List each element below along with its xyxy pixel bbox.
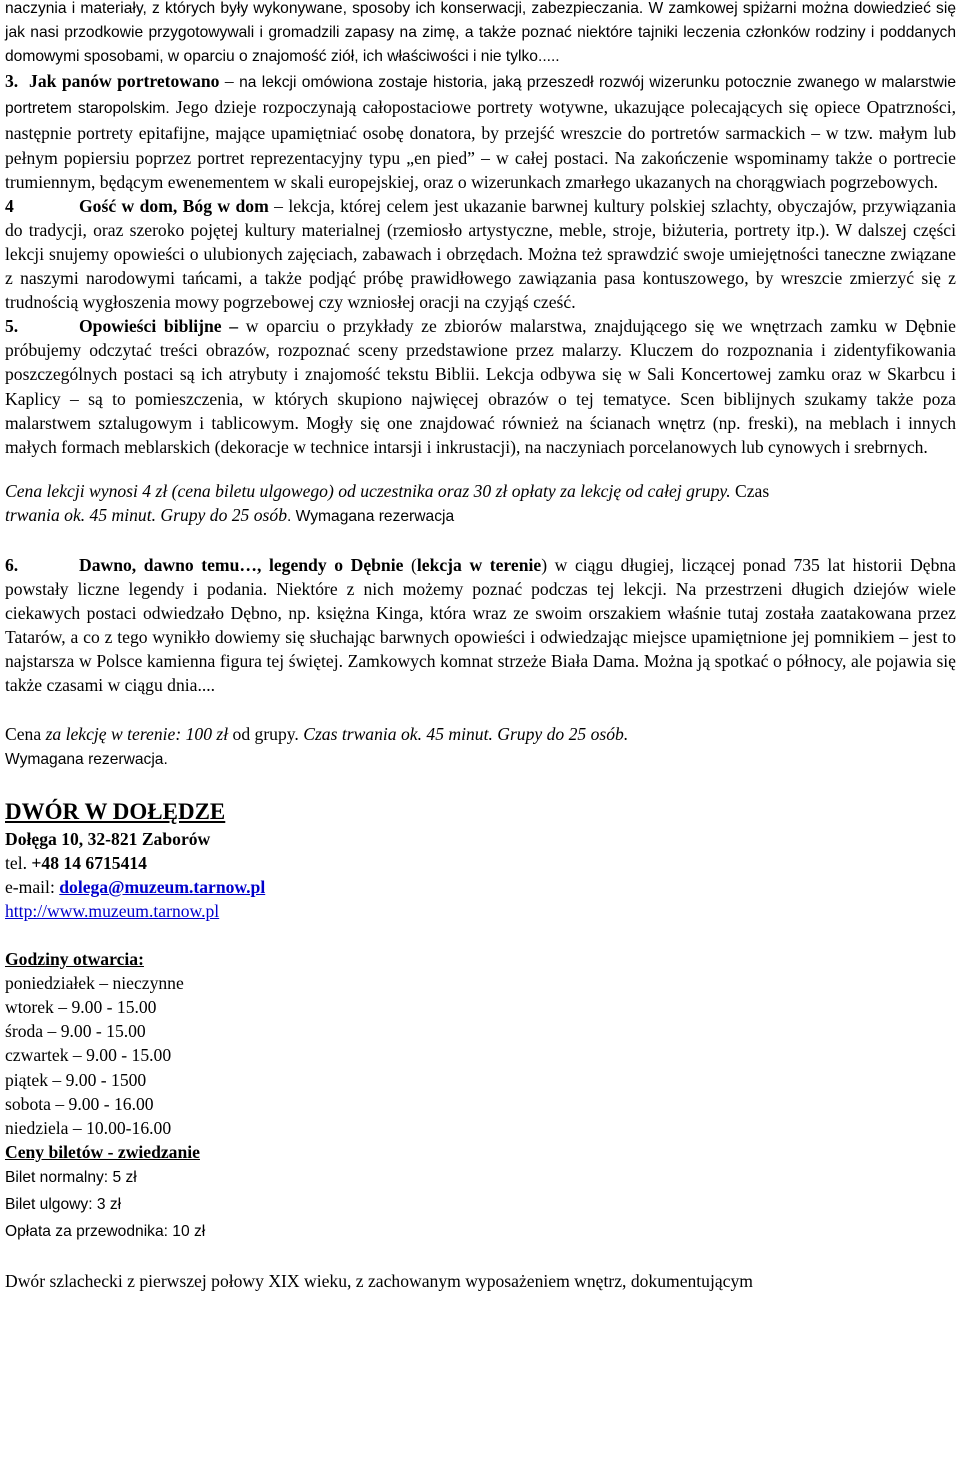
dwor-address: Dołęga 10, 32-821 Zaborów bbox=[5, 828, 211, 849]
email-label: e-mail: bbox=[5, 876, 60, 897]
lesson-3-paragraph bbox=[5, 69, 956, 193]
lesson-4-paragraph bbox=[5, 194, 956, 314]
spacer bbox=[5, 1245, 956, 1269]
lesson-4-title: Gość w dom, Bóg w dom bbox=[79, 195, 269, 216]
tickets-title: Ceny biletów - zwiedzanie bbox=[5, 1141, 200, 1162]
hours-item: środa – 9.00 - 15.00 bbox=[5, 1021, 146, 1042]
lesson-6-text: w ciągu długiej, liczącej ponad 735 lat historii Dębna powstały liczne legendy i podania. Niektóre z nich możemy poznać podczas tej lekcji. Na przestrzeni długich dziejów wiele ciekawych postaci odwiedzało Dębno, np. księżna Kinga, która wraz ze swoim orszakiem właśnie tutaj została zaatakowana przez Tatarów, a co z tego wynikło dowiemy się słuchając barwnych opowieści i odwiedzając miejsce upamiętnione jej pomnikiem – jest to najstarsza w Polsce kamienna figura tej świętej. Zamkowych komnat strzeże Biała Dama. Można ją spotkać o północy, ale pojawia się także czasami w ciągu dnia.... bbox=[5, 554, 956, 696]
ticket-reduced: Bilet ulgowy: 3 zł bbox=[5, 1195, 122, 1213]
lesson-5-number: 5. bbox=[5, 316, 19, 337]
lesson-3-dash: – bbox=[219, 71, 240, 92]
hours-item: piątek – 9.00 - 1500 bbox=[5, 1069, 147, 1090]
spacer bbox=[5, 529, 956, 553]
dwor-heading: DWÓR W DOŁĘDZE bbox=[5, 798, 226, 824]
price-note-plain: Czas bbox=[730, 480, 770, 501]
spacer bbox=[5, 698, 956, 722]
lesson-3-number: 3. bbox=[5, 71, 19, 92]
price-note-italic-2: trwania ok. 45 minut. Grupy do 25 osób bbox=[5, 504, 287, 525]
field-price-note bbox=[5, 722, 956, 772]
email-link[interactable]: dolega@muzeum.tarnow.pl bbox=[59, 876, 266, 897]
phone-number: +48 14 6715414 bbox=[31, 852, 147, 873]
lesson-6-paren-close: ) bbox=[541, 554, 548, 575]
lesson-5-paragraph bbox=[5, 314, 956, 459]
lesson-3-text-b: Jego dzieje rozpoczynają całopostaciowe portrety wotywne, ukazujące polecających się opiece Opatrzności, następnie portrety epitafijne, mające upamiętniać osobę donatora, by przejść wreszcie do portretów sarmackich – w tzw. małym lub pełnym popiersiu poprzez portret reprezentacyjny typu „en pied” – w całej postaci. Na zakończenie wspominamy także o portrecie trumiennym, będącym ewenementem w skali europejskiej, oraz o wizerunkach zmarłego ukazanych na chorągwiach pogrzebowych. bbox=[5, 97, 957, 192]
field-price-plain-2: od grupy. bbox=[228, 723, 304, 744]
lesson-6-number: 6. bbox=[5, 554, 19, 575]
ticket-normal: Bilet normalny: 5 zł bbox=[5, 1168, 137, 1186]
lesson-3-title: Jak panów portretowano bbox=[29, 71, 220, 92]
dwor-email bbox=[5, 875, 956, 899]
lesson-6-title: Dawno, dawno temu…, legendy o Dębnie bbox=[79, 554, 404, 575]
spacer bbox=[5, 923, 956, 947]
hours-item: niedziela – 10.00-16.00 bbox=[5, 1117, 172, 1138]
closing-paragraph: Dwór szlachecki z pierwszej połowy XIX wieku, z zachowanym wyposażeniem wnętrz, dokumentującym bbox=[5, 1270, 753, 1291]
price-note-reservation: . Wymagana rezerwacja bbox=[287, 507, 455, 525]
field-price-italic-2: Czas trwania ok. 45 minut. Grupy do 25 osób. bbox=[303, 723, 629, 744]
guide-fee: Opłata za przewodnika: 10 zł bbox=[5, 1222, 206, 1240]
hours-item: poniedziałek – nieczynne bbox=[5, 973, 184, 994]
price-note bbox=[5, 479, 956, 529]
lesson-5-text: w oparciu o przykłady ze zbiorów malarstwa, znajdującego się we wnętrzach zamku w Dębnie próbujemy odczytać treści obrazów, rozpoznać sceny przedstawione przez malarzy. Kluczem do rozpoznania i zidentyfikowania poszczególnych postaci są ich atrybuty i znajomość tekstu Biblii. Lekcja odbywa się w Sali Koncertowej zamku oraz w Skarbcu i Kaplicy – są to pomieszczenia, w których skupiono najwięcej obrazów o tej tematyce. Scen biblijnych szukamy także poza malarstwem sztalugowym i tablicowym. Mogły się one znajdować również na ścianach wnętrz (np. freski), na meblach i innych małych formach meblarskich (dekoracje w technice intarsji i inkrustacji), na naczyniach porcelanowych lub cynowych i srebrnych. bbox=[5, 316, 956, 457]
hours-title: Godziny otwarcia: bbox=[5, 949, 144, 970]
lesson-6-paren-open: ( bbox=[403, 554, 417, 575]
intro-paragraph: naczynia i materiały, z których były wykonywane, sposoby ich konserwacji, zabezpieczania. W zamkowej spiżarni można dowiedzieć się jak nasi przodkowie przygotowywali i gromadzili zapasy na zimę, a także poznać niektóre tajniki leczenia członków rodziny i poddanych domowymi sposobami, w oparciu o znajomość ziół, ich właściwości i nie tylko..... bbox=[5, 0, 956, 66]
dwor-website bbox=[5, 899, 956, 923]
dwor-phone bbox=[5, 851, 956, 875]
website-link[interactable]: http://www.muzeum.tarnow.pl bbox=[5, 901, 220, 921]
lesson-6-subtitle: lekcja w terenie bbox=[416, 554, 542, 575]
lesson-3-text-a: na lekcji omówiona zostaje historia, jaką przeszedł rozwój wizerunku potocznie zwanego w malarstwie portretem staropolskim. bbox=[5, 74, 956, 118]
lesson-6-paragraph bbox=[5, 553, 956, 698]
price-note-italic: Cena lekcji wynosi 4 zł (cena biletu ulgowego) od uczestnika oraz 30 zł opłaty za lekcję od całej grupy. bbox=[5, 480, 731, 501]
hours-item: czwartek – 9.00 - 15.00 bbox=[5, 1045, 172, 1066]
hours-item: sobota – 9.00 - 16.00 bbox=[5, 1093, 154, 1114]
spacer bbox=[5, 459, 956, 479]
field-price-reservation: Wymagana rezerwacja. bbox=[5, 750, 168, 768]
lesson-4-text: – lekcja, której celem jest ukazanie barwnej kultury polskiej szlachty, obyczajów, przywiązania do tradycji, oraz szeroko pojętej kultury materialnej (rzemiosło artystyczne, meble, stroje, biżuteria, portrety itp.). W dalszej części lekcji snujemy opowieści o ulubionych zajęciach, zabawach i obrzędach. Można też sprawdzić swoje umiejętności taneczne związane z naszymi narodowymi tańcami, a także podjąć próbę prawidłowego zawiązania pasa kontuszowego, by wreszcie zmierzyć się z trudnością wygłoszenia mowy pogrzebowej czy wzniosłej oracji na czyjąś cześć. bbox=[5, 195, 956, 313]
phone-label: tel. bbox=[5, 852, 32, 873]
field-price-italic: za lekcję w terenie: 100 zł bbox=[45, 723, 229, 744]
lesson-5-title: Opowieści biblijne – bbox=[79, 316, 239, 337]
hours-item: wtorek – 9.00 - 15.00 bbox=[5, 997, 157, 1018]
spacer bbox=[5, 772, 956, 792]
lesson-4-number: 4 bbox=[5, 195, 14, 216]
field-price-plain: Cena bbox=[5, 723, 46, 744]
